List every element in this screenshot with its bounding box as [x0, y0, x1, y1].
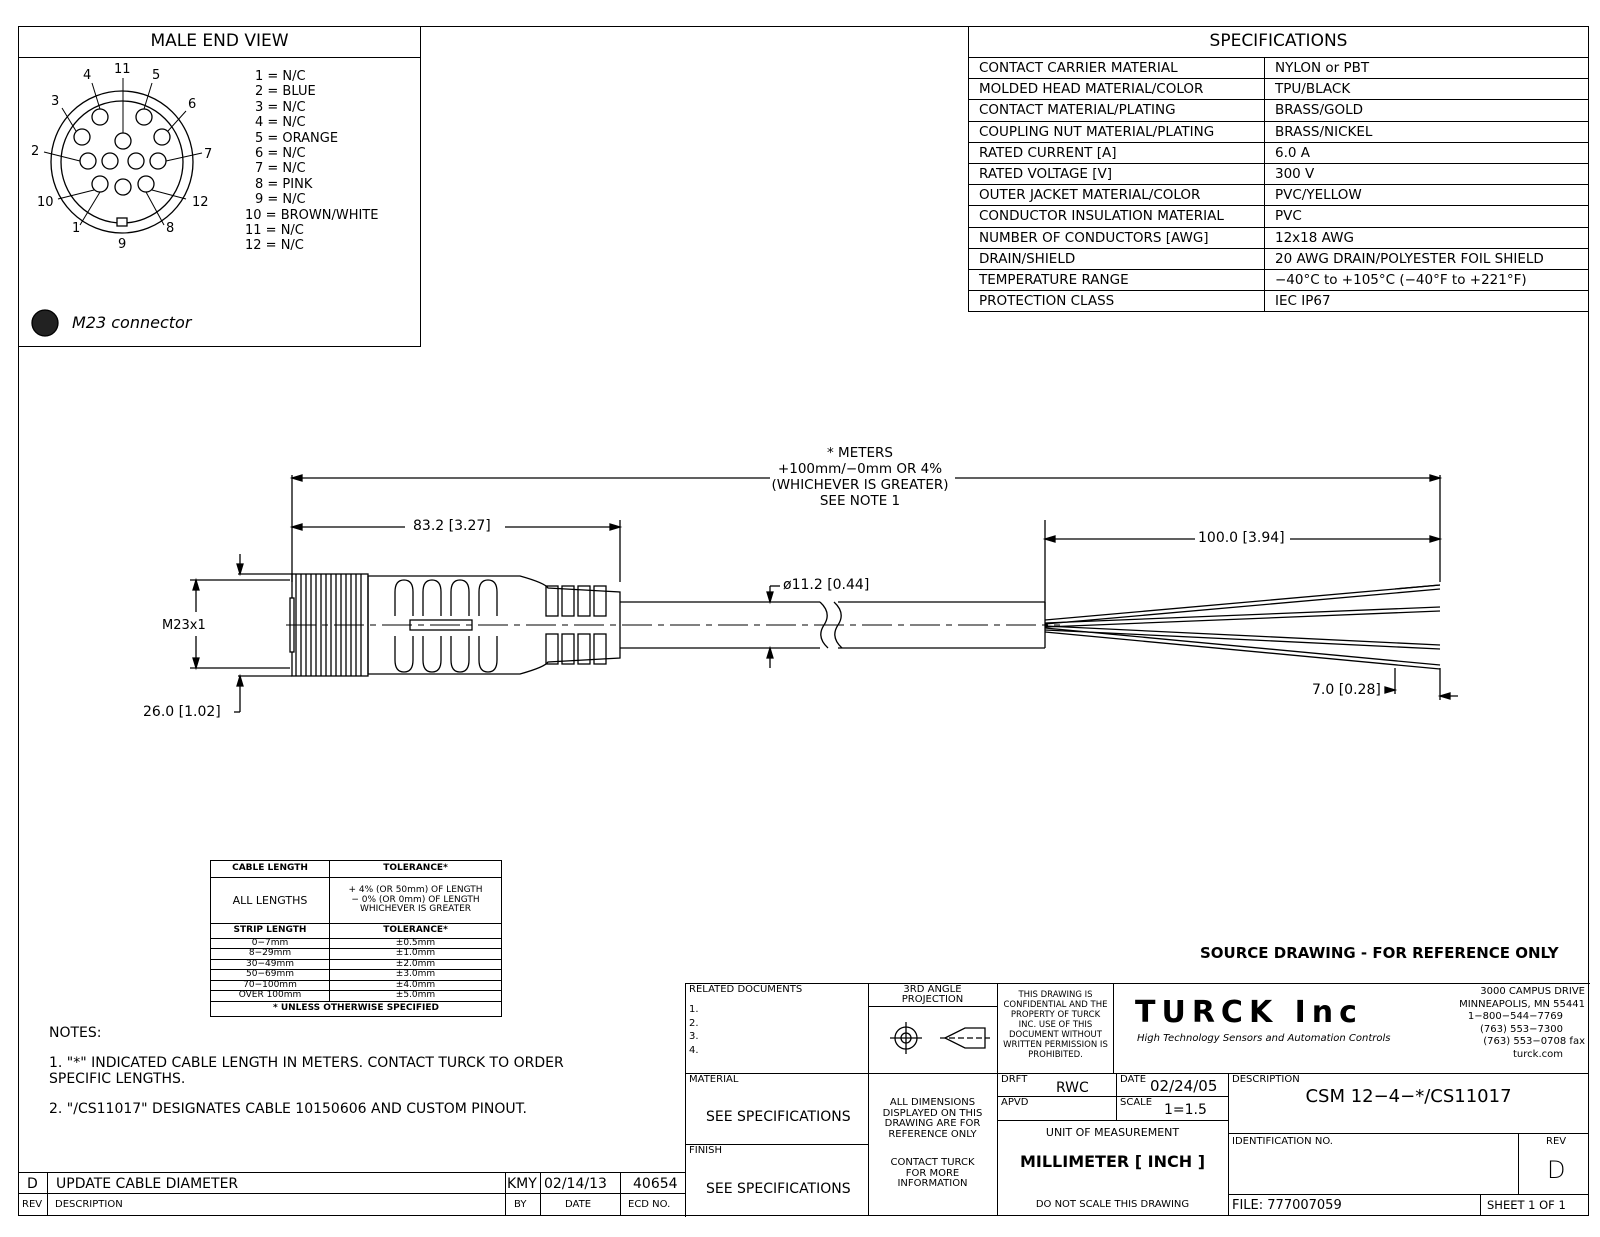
finish-value: SEE SPECIFICATIONS [706, 1181, 851, 1197]
spec-row: OUTER JACKET MATERIAL/COLOR PVC/YELLOW [969, 185, 1589, 206]
pin-entry: 9 = N/C [255, 192, 306, 208]
company-tagline: High Technology Sensors and Automation Controls [1137, 1033, 1391, 1044]
apvd-label: APVD [1001, 1097, 1029, 1108]
part-description: CSM 12−4−*/CS11017 [1305, 1086, 1512, 1107]
do-not-scale-note: DO NOT SCALE THIS DRAWING [1035, 1199, 1190, 1210]
revision-description: UPDATE CABLE DIAMETER [56, 1176, 239, 1192]
spec-row: MOLDED HEAD MATERIAL/COLOR TPU/BLACK [969, 79, 1589, 100]
spec-row: RATED CURRENT [A] 6.0 A [969, 142, 1589, 163]
pin-entry: 4 = N/C [255, 115, 306, 131]
male-end-view-title: MALE END VIEW [150, 31, 289, 51]
identification-label: IDENTIFICATION NO. [1232, 1136, 1333, 1147]
note-line: 2. "/CS11017" DESIGNATES CABLE 10150606 AND CUSTOM PINOUT. [49, 1101, 527, 1117]
revision-date: 02/14/13 [544, 1176, 607, 1192]
revision-letter: D [27, 1176, 38, 1192]
spec-row: CONTACT CARRIER MATERIAL NYLON or PBT [969, 58, 1589, 79]
scale-value: 1=1.5 [1164, 1102, 1207, 1118]
spec-row: DRAIN/SHIELD 20 AWG DRAIN/POLYESTER FOIL SHIELD [969, 248, 1589, 269]
stripped-wires [1045, 585, 1440, 669]
unit-value: MILLIMETER [ INCH ] [1019, 1152, 1206, 1171]
connector-inner-ring [61, 101, 183, 223]
turck-logo: TURCK Inc [1135, 995, 1363, 1030]
pin-number: 10 [37, 195, 54, 210]
tolerance-row: 70−100mm ±4.0mm [211, 980, 502, 990]
tolerance-table: CABLE LENGTH TOLERANCE* ALL LENGTHS + 4% (OR 50mm) OF LENGTH − 0% (OR 0mm) OF LENGTH WHICHEVER IS GREATER STRIP LENGTH TOLERANCE* 0−7mm ±0.5mm 8−29mm ±1.0mm 30−49mm ±2.0mm 50−69mm ±3.0mm 70−100mm ±4.0mm OVER 100mm ±5.0mm * UNLESS OTHERWISE SPECIFIED [210, 860, 502, 1017]
pin-number: 5 [152, 68, 161, 83]
description-label: DESCRIPTION [1232, 1074, 1300, 1085]
revision-header-rev: REV [22, 1199, 43, 1210]
spec-row: NUMBER OF CONDUCTORS [AWG] 12x18 AWG [969, 227, 1589, 248]
date-value: 02/24/05 [1150, 1077, 1218, 1095]
pin-entry: 6 = N/C [255, 146, 306, 162]
pin-number: 2 [31, 144, 40, 159]
spec-row: COUPLING NUT MATERIAL/PLATING BRASS/NICKEL [969, 121, 1589, 142]
pin-entry: 11 = N/C [245, 223, 304, 239]
pin-number: 11 [114, 62, 131, 77]
note-line: SPECIFIC LENGTHS. [49, 1071, 186, 1087]
pin-entry: 7 = N/C [255, 161, 306, 177]
related-documents-list: 1. 2. 3. 4. [689, 1004, 699, 1056]
material-label: MATERIAL [689, 1074, 739, 1085]
material-value: SEE SPECIFICATIONS [706, 1109, 851, 1125]
confidential-notice: THIS DRAWING IS CONFIDENTIAL AND THE PROPERTY OF TURCK INC. USE OF THIS DOCUMENT WITHOUT WRITTEN PERMISSION IS PROHIBITED. [1003, 990, 1108, 1060]
pin-number: 3 [51, 94, 60, 109]
drft-value: RWC [1056, 1080, 1089, 1096]
cable-diameter-dimension: ø11.2 [0.44] [783, 577, 870, 593]
date-label: DATE [1120, 1074, 1147, 1085]
spec-row: TEMPERATURE RANGE −40°C to +105°C (−40°F to +221°F) [969, 269, 1589, 290]
revision-header-ecd: ECD NO. [628, 1199, 671, 1210]
drft-label: DRFT [1001, 1074, 1028, 1085]
contact-turck-note: CONTACT TURCK FOR MORE INFORMATION [890, 1157, 975, 1189]
pin-number: 1 [72, 221, 81, 236]
file-label: FILE: 777007059 [1232, 1198, 1342, 1213]
pin-entry: 5 = ORANGE [255, 130, 339, 146]
pin-number: 12 [192, 195, 209, 210]
tolerance-row: 30−49mm ±2.0mm [211, 959, 502, 969]
source-drawing-note: SOURCE DRAWING - FOR REFERENCE ONLY [1200, 944, 1559, 962]
m23-connector-icon [32, 310, 58, 336]
specifications-table [968, 57, 1589, 312]
all-dimensions-note: ALL DIMENSIONS DISPLAYED ON THIS DRAWING ARE FOR REFERENCE ONLY [882, 1097, 983, 1140]
pin-number: 6 [188, 97, 197, 112]
rev-value: D [1547, 1156, 1566, 1184]
pin-number: 4 [83, 68, 92, 83]
strip-length-dimension: 100.0 [3.94] [1198, 530, 1285, 546]
pin-entry: 3 = N/C [255, 99, 306, 115]
pin-entry: 1 = N/C [255, 69, 306, 84]
connector-key [117, 218, 127, 226]
tolerance-row: OVER 100mm ±5.0mm [211, 991, 502, 1001]
note-line: 1. "*" INDICATED CABLE LENGTH IN METERS. CONTACT TURCK TO ORDER [49, 1055, 564, 1071]
revision-ecd: 40654 [633, 1176, 678, 1192]
spec-row: RATED VOLTAGE [V] 300 V [969, 163, 1589, 184]
wire-strip-dimension: 7.0 [0.28] [1312, 682, 1381, 698]
third-angle-label: 3RD ANGLE PROJECTION [901, 984, 964, 1005]
spec-row: PROTECTION CLASS IEC IP67 [969, 291, 1589, 312]
pin-holes [74, 109, 170, 195]
head-diameter-dimension: 26.0 [1.02] [143, 704, 221, 720]
pin-leaders [44, 78, 202, 225]
spec-row: CONTACT MATERIAL/PLATING BRASS/GOLD [969, 100, 1589, 121]
pin-number: 8 [166, 221, 175, 236]
pin-entry: 12 = N/C [245, 238, 304, 254]
head-length-dimension: 83.2 [3.27] [413, 518, 491, 534]
revision-header-by: BY [514, 1199, 527, 1210]
revision-header-description: DESCRIPTION [55, 1199, 123, 1210]
tolerance-row: 0−7mm ±0.5mm [211, 939, 502, 949]
specifications-title: SPECIFICATIONS [1209, 31, 1348, 51]
notes-title: NOTES: [49, 1025, 102, 1041]
spec-row: CONDUCTOR INSULATION MATERIAL PVC [969, 206, 1589, 227]
scale-label: SCALE [1120, 1097, 1153, 1108]
revision-header-date: DATE [565, 1199, 592, 1210]
company-address: 3000 CAMPUS DRIVE MINNEAPOLIS, MN 55441 1−800−544−7769 (763) 553−7300 (763) 553−0708 fax turck.com [1459, 986, 1585, 1060]
overall-length-label: * METERS +100mm/−0mm OR 4% (WHICHEVER IS GREATER) SEE NOTE 1 [771, 445, 949, 509]
unit-label: UNIT OF MEASUREMENT [1045, 1126, 1180, 1139]
revision-by: KMY [507, 1176, 537, 1192]
connector-outer-ring [51, 91, 193, 236]
finish-label: FINISH [689, 1145, 722, 1156]
pin-number: 9 [118, 237, 127, 252]
pin-entry: 10 = BROWN/WHITE [245, 207, 379, 223]
tolerance-row: 50−69mm ±3.0mm [211, 970, 502, 980]
pin-entry: 8 = PINK [255, 176, 313, 192]
tolerance-row: 8−29mm ±1.0mm [211, 949, 502, 959]
connector-label: M23 connector [72, 313, 192, 332]
pin-entry: 2 = BLUE [255, 84, 316, 100]
related-documents-label: RELATED DOCUMENTS [689, 984, 803, 995]
thread-dimension: M23x1 [162, 618, 206, 633]
sheet-label: SHEET 1 OF 1 [1487, 1198, 1566, 1212]
rev-label: REV [1546, 1136, 1567, 1147]
pin-number: 7 [204, 147, 213, 162]
